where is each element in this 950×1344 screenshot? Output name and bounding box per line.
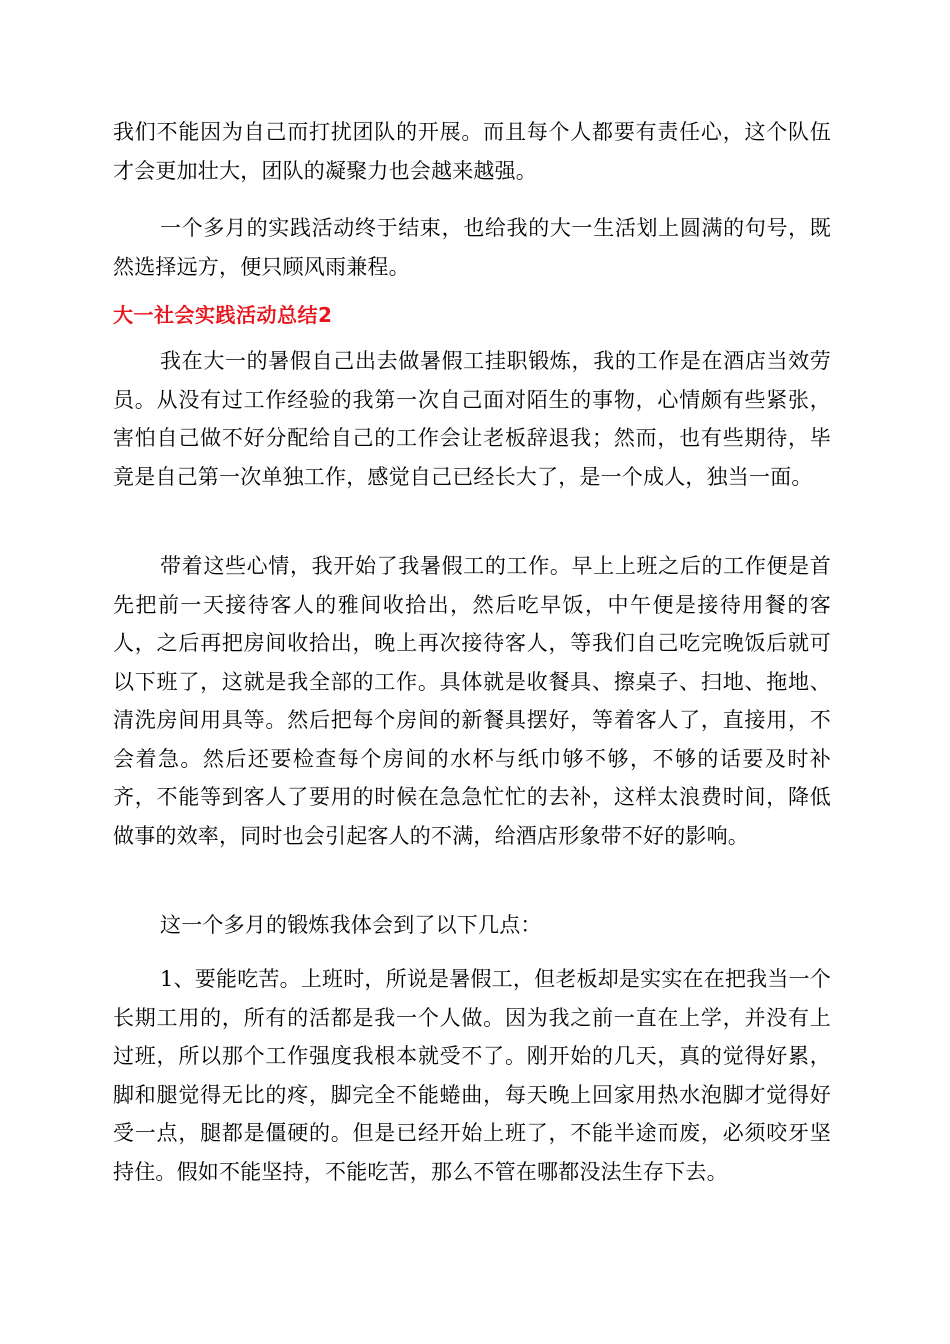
paragraph-activity-end: 一个多月的实践活动终于结束，也给我的大一生活划上圆满的句号，既然选择远方，便只顾风雨兼程。 [113,216,831,279]
paragraph-lessons-intro: 这一个多月的锻炼我体会到了以下几点： [160,913,542,937]
paragraph-daily-work: 带着这些心情，我开始了我暑假工的工作。早上上班之后的工作便是首先把前一天接待客人的雅间收拾出，然后吃早饭，中午便是接待用餐的客人，之后再把房间收拾出，晚上再次接待客人，等我们自己吃完晚饭后就可以下班了，这就是我全部的工作。具体就是收餐具、擦桌子、扫地、拖地、清洗房间用具等。然后把每个房间的新餐具摆好，等着客人了，直接用，不会着急。然后还要检查每个房间的水杯与纸巾够不够，不够的话要及时补齐，不能等到客人了要用的时候在急急忙忙的去补，这样太浪费时间，降低做事的效率，同时也会引起客人的不满，给酒店形象带不好的影响。 [113,554,831,848]
section-heading: 大一社会实践活动总结2 [113,303,333,327]
paragraph-lesson-hardship: 1、要能吃苦。上班时，所说是暑假工，但老板却是实实在在把我当一个长期工用的，所有的活都是我一个人做。因为我之前一直在上学，并没有上过班，所以那个工作强度我根本就受不了。刚开始的几天，真的觉得好累，脚和腿觉得无比的疼，脚完全不能蜷曲，每天晚上回家用热水泡脚才觉得好受一点，腿都是僵硬的。但是已经开始上班了，不能半途而废，必须咬牙坚持住。假如不能坚持，不能吃苦，那么不管在哪都没法生存下去。 [113,967,831,1184]
paragraph-team-responsibility: 我们不能因为自己而打扰团队的开展。而且每个人都要有责任心，这个队伍才会更加壮大，团队的凝聚力也会越来越强。 [113,120,831,183]
paragraph-summer-job: 我在大一的暑假自己出去做暑假工挂职锻炼，我的工作是在酒店当效劳员。从没有过工作经验的我第一次自己面对陌生的事物，心情颇有些紧张，害怕自己做不好分配给自己的工作会让老板辞退我；然而，也有些期待，毕竟是自己第一次单独工作，感觉自己已经长大了，是一个成人，独当一面。 [113,349,831,489]
